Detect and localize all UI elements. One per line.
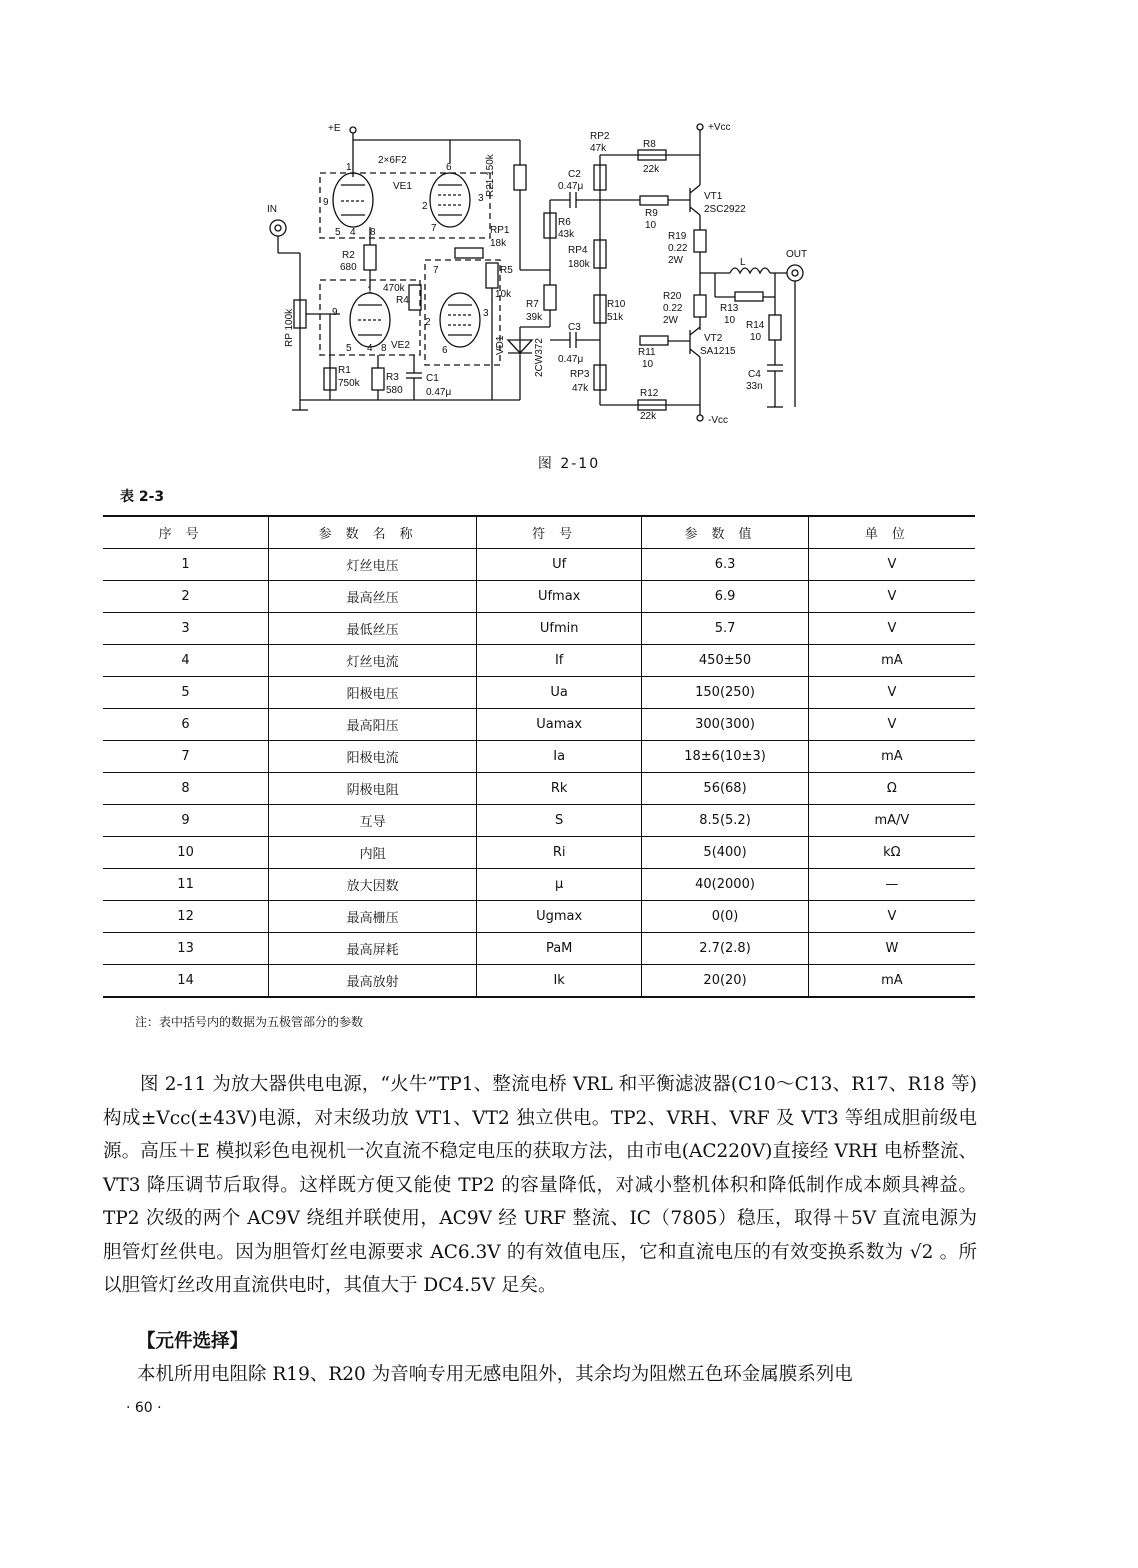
table-cell: 2.7(2.8): [642, 933, 808, 965]
label-rp1-value: 18k: [490, 238, 507, 249]
table-cell: PaM: [477, 933, 642, 965]
label-r6: R6: [558, 217, 571, 228]
resistor-r2: [364, 245, 376, 270]
label-r19-watt: 2W: [668, 255, 683, 266]
table-cell: 最高丝压: [269, 581, 477, 613]
table-cell: kΩ: [808, 837, 975, 869]
pin-label: 5: [346, 343, 352, 354]
column-header: 单位: [808, 516, 975, 549]
table-cell: Ufmin: [477, 613, 642, 645]
table-cell: 20(20): [642, 965, 808, 998]
table-row: [103, 805, 975, 837]
table-cell: 6.9: [642, 581, 808, 613]
label-r14-value: 10: [750, 332, 762, 343]
table-cell: Ri: [477, 837, 642, 869]
pin-label: 2: [425, 317, 431, 328]
table-cell: 10: [103, 837, 269, 869]
table-row: [103, 613, 975, 645]
resistor-r7: [544, 285, 556, 310]
pin-label: 5: [335, 227, 341, 238]
label-r3: R3: [386, 372, 399, 383]
label-c4: C4: [748, 369, 761, 380]
label-in: IN: [267, 204, 277, 215]
table-cell: 56(68): [642, 773, 808, 805]
table-cell: 300(300): [642, 709, 808, 741]
table-cell: 12: [103, 901, 269, 933]
table-cell: μ: [477, 869, 642, 901]
tube-ve2-pentode: [440, 293, 480, 347]
table-row: [103, 581, 975, 613]
resistor-r9: [640, 196, 668, 205]
table-cell: mA: [808, 741, 975, 773]
label-r7: R7: [526, 299, 539, 310]
table-cell: 5.7: [642, 613, 808, 645]
paragraph: 图 2-11 为放大器供电电源，“火牛”TP1、整流电桥 VRL 和平衡滤波器(C10～C13、R17、R18 等)构成±Vcc(±43V)电源，对末级功放 VT1、VT2 独立供电。TP2、VRH、VRF 及 VT3 等组成胆前级电源。高压＋E 模拟彩色电视机一次直流不稳定电压的获取方法，由市电(AC220V)直接经 VRH 电桥整流、VT3 降压调节后取得。这样既方便又能使 TP2 的容量降低，对减小整机体积和降低制作成本颇具裨益。TP2 次级的两个 AC9V 绕组并联使用，AC9V 经 URF 整流、IC（7805）稳压，取得＋5V 直流电源为胆管灯丝供电。因为胆管灯丝电源要求 AC6.3V 的有效值电压，它和直流电压的有效变换系数为 √2 。所以胆管灯丝改用直流供电时，其值大于 DC4.5V 足矣。: [103, 1074, 977, 1296]
label-r5: R5: [500, 265, 513, 276]
pin-label: 1: [367, 285, 373, 296]
table-cell: 1: [103, 549, 269, 581]
label-r11-value: 10: [642, 359, 654, 370]
table-cell: V: [808, 613, 975, 645]
table-row: [103, 549, 975, 581]
table-cell: Ugmax: [477, 901, 642, 933]
table-cell: mA: [808, 965, 975, 998]
label-r14: R14: [746, 320, 765, 331]
label-r2-value: 680: [340, 262, 357, 273]
table-cell: 最高放射: [269, 965, 477, 998]
column-header: 符号: [477, 516, 642, 549]
table-cell: V: [808, 709, 975, 741]
label-r20-value: 0.22: [663, 303, 683, 314]
table-row: [103, 965, 975, 998]
table-cell: 8: [103, 773, 269, 805]
table-row: [103, 677, 975, 709]
table-cell: 11: [103, 869, 269, 901]
pin-label: 3: [483, 308, 489, 319]
label-r4-value: 470k: [383, 283, 405, 294]
label-r19-value: 0.22: [668, 243, 688, 254]
table-cell: mA: [808, 645, 975, 677]
table-note: 注：表中括号内的数据为五极管部分的参数: [135, 1015, 364, 1029]
label-rp4-value: 180k: [568, 259, 590, 270]
label-r19: R19: [668, 231, 687, 242]
input-jack: [270, 220, 286, 236]
label-rp3-value: 47k: [572, 383, 589, 394]
label-rp2: RP2: [590, 131, 610, 142]
table-cell: 阴极电阻: [269, 773, 477, 805]
label-r1-value: 750k: [338, 378, 360, 389]
table-cell: 150(250): [642, 677, 808, 709]
table-cell: mA/V: [808, 805, 975, 837]
table-cell: 内阻: [269, 837, 477, 869]
table-cell: —: [808, 869, 975, 901]
table-cell: 7: [103, 741, 269, 773]
label-r9-value: 10: [645, 220, 657, 231]
potentiometer-rp1: [455, 248, 483, 258]
label-rp3: RP3: [570, 369, 590, 380]
label-r7-value: 39k: [526, 312, 543, 323]
table-cell: 最高屏耗: [269, 933, 477, 965]
label-r3-value: 580: [386, 385, 403, 396]
table-row: [103, 645, 975, 677]
pin-label: 8: [370, 227, 376, 238]
inductor-l: [730, 268, 770, 273]
table-cell: 2: [103, 581, 269, 613]
tube-ve2: [350, 293, 390, 347]
figure-caption: 图 2-10: [537, 456, 601, 472]
label-tube-model: 2×6F2: [378, 155, 407, 166]
table-cell: 450±50: [642, 645, 808, 677]
table-cell: V: [808, 677, 975, 709]
table-cell: Ia: [477, 741, 642, 773]
table-cell: 阳极电流: [269, 741, 477, 773]
plus-e-terminal: [350, 127, 356, 133]
label-r21: R21 150k: [485, 154, 496, 197]
table-cell: 4: [103, 645, 269, 677]
transistor-vt2: [690, 327, 700, 357]
label-r12: R12: [640, 388, 659, 399]
pin-label: 6: [442, 345, 448, 356]
label-c4-value: 33n: [746, 381, 763, 392]
pin-label: 8: [381, 343, 387, 354]
label-vd1: VD1: [495, 335, 506, 355]
label-vt2: VT2: [704, 333, 723, 344]
table-cell: 40(2000): [642, 869, 808, 901]
table-cell: 13: [103, 933, 269, 965]
pin-label: 3: [478, 193, 484, 204]
label-r10: R10: [607, 299, 626, 310]
label-plus-e: +E: [328, 123, 341, 134]
label-r8-value: 22k: [643, 164, 660, 175]
label-r1: R1: [338, 365, 351, 376]
label-r4: R4: [396, 295, 409, 306]
table-cell: 6.3: [642, 549, 808, 581]
label-out: OUT: [786, 249, 808, 260]
label-rp1: RP1: [490, 225, 510, 236]
table-cell: 9: [103, 805, 269, 837]
parameter-table: [103, 515, 975, 998]
label-vd1-model: 2CW372: [534, 338, 545, 377]
label-r13-value: 10: [724, 315, 736, 326]
label-c2-value: 0.47μ: [558, 181, 584, 192]
table-cell: V: [808, 549, 975, 581]
resistor-r20: [694, 295, 706, 317]
body-text: [103, 1068, 977, 1303]
table-row: [103, 933, 975, 965]
table-cell: 最低丝压: [269, 613, 477, 645]
table-cell: 8.5(5.2): [642, 805, 808, 837]
label-r6-value: 43k: [558, 229, 575, 240]
resistor-r5: [486, 263, 498, 288]
table-cell: Rk: [477, 773, 642, 805]
label-vcc-neg: -Vcc: [708, 415, 728, 426]
label-r5-value: 10k: [495, 289, 512, 300]
table-cell: 灯丝电压: [269, 549, 477, 581]
resistor-r21: [514, 165, 526, 190]
table-cell: 最高阳压: [269, 709, 477, 741]
table-cell: Ua: [477, 677, 642, 709]
label-c3: C3: [568, 322, 581, 333]
vcc-neg-terminal: [697, 415, 703, 421]
page-number: · 60 ·: [126, 1400, 162, 1416]
column-header: 参数值: [642, 516, 808, 549]
table-cell: 互导: [269, 805, 477, 837]
section-heading: 【元件选择】: [137, 1331, 249, 1352]
label-ve2: VE2: [391, 340, 410, 351]
table-header-row: [103, 516, 975, 549]
output-jack: [787, 265, 803, 281]
label-r2: R2: [342, 250, 355, 261]
table-row: [103, 901, 975, 933]
pin-label: 7: [433, 265, 439, 276]
label-r20: R20: [663, 291, 682, 302]
table-cell: Ω: [808, 773, 975, 805]
label-r20-watt: 2W: [663, 315, 678, 326]
resistor-r14: [769, 315, 781, 340]
resistor-r13: [735, 292, 763, 301]
label-ve1: VE1: [393, 181, 412, 192]
table-cell: 灯丝电流: [269, 645, 477, 677]
pin-label: 9: [323, 197, 329, 208]
resistor-r4: [409, 285, 421, 310]
resistor-r3: [372, 368, 384, 390]
label-vcc-pos: +Vcc: [708, 122, 731, 133]
table-row: [103, 741, 975, 773]
label-rp4: RP4: [568, 245, 588, 256]
label-l: L: [740, 257, 746, 268]
table-row: [103, 869, 975, 901]
label-r11: R11: [638, 347, 656, 358]
transistor-vt1: [690, 185, 700, 215]
pin-label: 1: [346, 162, 352, 173]
tube-ve1-pentode: [430, 173, 470, 227]
table-cell: 18±6(10±3): [642, 741, 808, 773]
pin-label: 6: [446, 162, 452, 173]
table-cell: W: [808, 933, 975, 965]
table-cell: Ik: [477, 965, 642, 998]
table-cell: 14: [103, 965, 269, 998]
table-cell: 6: [103, 709, 269, 741]
table-title: 表 2-3: [120, 489, 165, 505]
pin-label: 4: [350, 227, 356, 238]
tube-ve1: [333, 173, 373, 227]
vcc-pos-terminal: [697, 124, 703, 130]
label-c1: C1: [426, 373, 439, 384]
table-row: [103, 837, 975, 869]
resistor-r19: [694, 230, 706, 252]
table-cell: Ufmax: [477, 581, 642, 613]
table-cell: If: [477, 645, 642, 677]
paragraph: 本机所用电阻除 R19、R20 为音响专用无感电阻外，其余均为阻燃五色环金属膜系列电: [137, 1364, 853, 1385]
pin-label: 4: [367, 343, 373, 354]
pin-label: 7: [431, 223, 437, 234]
table-cell: 最高栅压: [269, 901, 477, 933]
resistor-r11: [640, 336, 668, 345]
table-cell: 5: [103, 677, 269, 709]
label-r8: R8: [643, 139, 656, 150]
label-vt1: VT1: [704, 191, 723, 202]
label-r9: R9: [645, 208, 658, 219]
column-header: 序号: [103, 516, 269, 549]
table-row: [103, 773, 975, 805]
column-header: 参数名称: [269, 516, 477, 549]
table-cell: S: [477, 805, 642, 837]
label-vt2-model: SA1215: [700, 346, 736, 357]
table-cell: 放大因数: [269, 869, 477, 901]
table-cell: V: [808, 581, 975, 613]
label-c1-value: 0.47μ: [426, 387, 452, 398]
circuit-diagram-figure-2-10: [250, 115, 810, 430]
table-cell: V: [808, 901, 975, 933]
label-r13: R13: [720, 303, 739, 314]
pin-label: 2: [422, 201, 428, 212]
label-c2: C2: [568, 169, 581, 180]
label-r10-value: 51k: [607, 312, 624, 323]
pin-label: 9: [332, 307, 338, 318]
label-vt1-model: 2SC2922: [704, 204, 746, 215]
table-cell: 3: [103, 613, 269, 645]
label-rp2-value: 47k: [590, 143, 607, 154]
table-cell: Uamax: [477, 709, 642, 741]
label-c3-value: 0.47μ: [558, 354, 584, 365]
table-row: [103, 709, 975, 741]
table-cell: 5(400): [642, 837, 808, 869]
table-cell: 0(0): [642, 901, 808, 933]
table-cell: 阳极电压: [269, 677, 477, 709]
label-r12-value: 22k: [640, 411, 657, 422]
table-cell: Uf: [477, 549, 642, 581]
label-rp: RP 100k: [284, 308, 295, 347]
